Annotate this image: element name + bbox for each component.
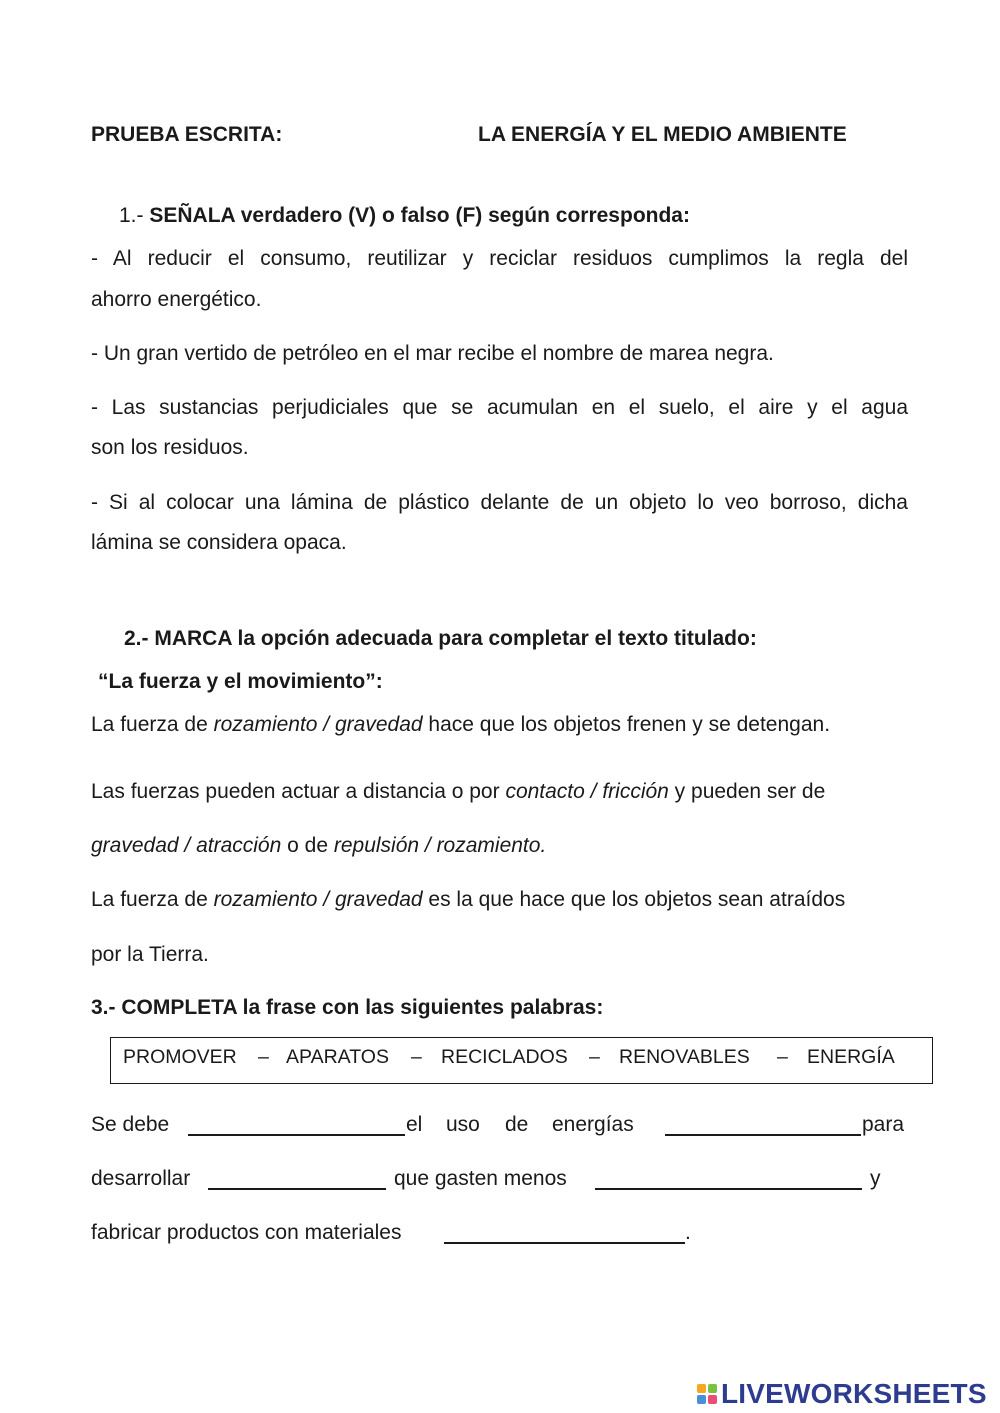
word-bank-separator: – [589, 1046, 600, 1068]
word-bank-word: PROMOVER [123, 1046, 237, 1068]
q2-sentence-3 [91, 834, 546, 858]
logo-square-3 [697, 1395, 706, 1404]
q3-line1-text-e: energías [552, 1113, 634, 1136]
blank-input-5[interactable] [444, 1224, 685, 1244]
q2-sentence-5: por la Tierra. [91, 943, 209, 966]
q1-heading-text: SEÑALA verdadero (V) o falso (F) según corresponda: [149, 204, 690, 227]
q2-sentence-2 [91, 780, 825, 804]
q2-s2-option[interactable]: contacto / fricción [505, 780, 669, 803]
q1-item-1-line2: ahorro energético. [91, 288, 262, 311]
word-bank-separator: – [777, 1046, 788, 1068]
q2-s2-text-a: Las fuerzas pueden actuar a distancia o por [91, 780, 506, 803]
q1-item-4-line1: - Si al colocar una lámina de plástico delante de un objeto lo veo borroso, dicha [91, 491, 908, 514]
q3-line1-text-b: el [406, 1113, 423, 1136]
q1-item-4-line2: lámina se considera opaca. [91, 531, 347, 554]
blank-input-2[interactable] [665, 1116, 861, 1136]
q3-line2-text-b: que gasten menos [394, 1167, 567, 1190]
q1-item-3-line2: son los residuos. [91, 436, 249, 459]
q2-s3-text-a: o de [281, 834, 334, 857]
q2-s1-text-b: hace que los objetos frenen y se detengan. [422, 713, 831, 736]
q3-line1-text-d: de [505, 1113, 529, 1136]
q1-number: 1.- [119, 204, 150, 227]
q1-item-2: - Un gran vertido de petróleo en el mar recibe el nombre de marea negra. [91, 342, 774, 365]
q2-sentence-1 [91, 713, 830, 737]
word-bank-word: ENERGÍA [807, 1046, 895, 1068]
blank-input-1[interactable] [188, 1116, 405, 1136]
logo-square-2 [708, 1384, 717, 1393]
q3-line2-text-c: y [870, 1167, 881, 1190]
word-bank-separator: – [258, 1046, 269, 1068]
q3-line2-text-a: desarrollar [91, 1167, 191, 1190]
q1-heading [119, 204, 690, 228]
q2-s2-text-b: y pueden ser de [668, 780, 826, 803]
word-bank [110, 1037, 933, 1084]
q3-line1-text-f: para [862, 1113, 905, 1136]
q3-line1-text-a: Se debe [91, 1113, 170, 1136]
exam-title: LA ENERGÍA Y EL MEDIO AMBIENTE [478, 123, 847, 146]
q3-heading: 3.- COMPLETA la frase con las siguientes palabras: [91, 996, 604, 1019]
q2-s4-text-b: es la que hace que los objetos sean atraídos [422, 888, 846, 911]
exam-label: PRUEBA ESCRITA: [91, 123, 283, 146]
q2-s3-option-1[interactable]: gravedad / atracción [91, 834, 282, 857]
logo-text: LIVEWORKSHEETS [721, 1378, 987, 1409]
word-bank-word: RENOVABLES [619, 1046, 750, 1068]
q2-s3-option-2[interactable]: repulsión / rozamiento. [333, 834, 547, 857]
word-bank-word: RECICLADOS [441, 1046, 568, 1068]
q3-line3-text-a: fabricar productos con materiales [91, 1221, 402, 1244]
logo-square-4 [708, 1395, 717, 1404]
q3-line1-text-c: uso [446, 1113, 480, 1136]
blank-input-3[interactable] [208, 1170, 386, 1190]
q2-s4-text-a: La fuerza de [91, 888, 214, 911]
q2-heading: 2.- MARCA la opción adecuada para completar el texto titulado: [124, 627, 757, 650]
word-bank-separator: – [411, 1046, 422, 1068]
blank-input-4[interactable] [595, 1170, 862, 1190]
q3-line3-text-b: . [685, 1221, 691, 1244]
logo-mark-icon [697, 1384, 717, 1404]
liveworksheets-logo [697, 1378, 987, 1410]
q1-item-3-line1: - Las sustancias perjudiciales que se acumulan en el suelo, el aire y el agua [91, 396, 908, 419]
word-bank-word: APARATOS [286, 1046, 389, 1068]
q2-sentence-4 [91, 888, 845, 912]
q2-s1-option[interactable]: rozamiento / gravedad [213, 713, 423, 736]
q1-item-1-line1: - Al reducir el consumo, reutilizar y reciclar residuos cumplimos la regla del [91, 247, 908, 270]
q2-s1-text-a: La fuerza de [91, 713, 214, 736]
logo-square-1 [697, 1384, 706, 1393]
q2-s4-option[interactable]: rozamiento / gravedad [213, 888, 423, 911]
q2-subtitle: “La fuerza y el movimiento”: [98, 670, 383, 693]
